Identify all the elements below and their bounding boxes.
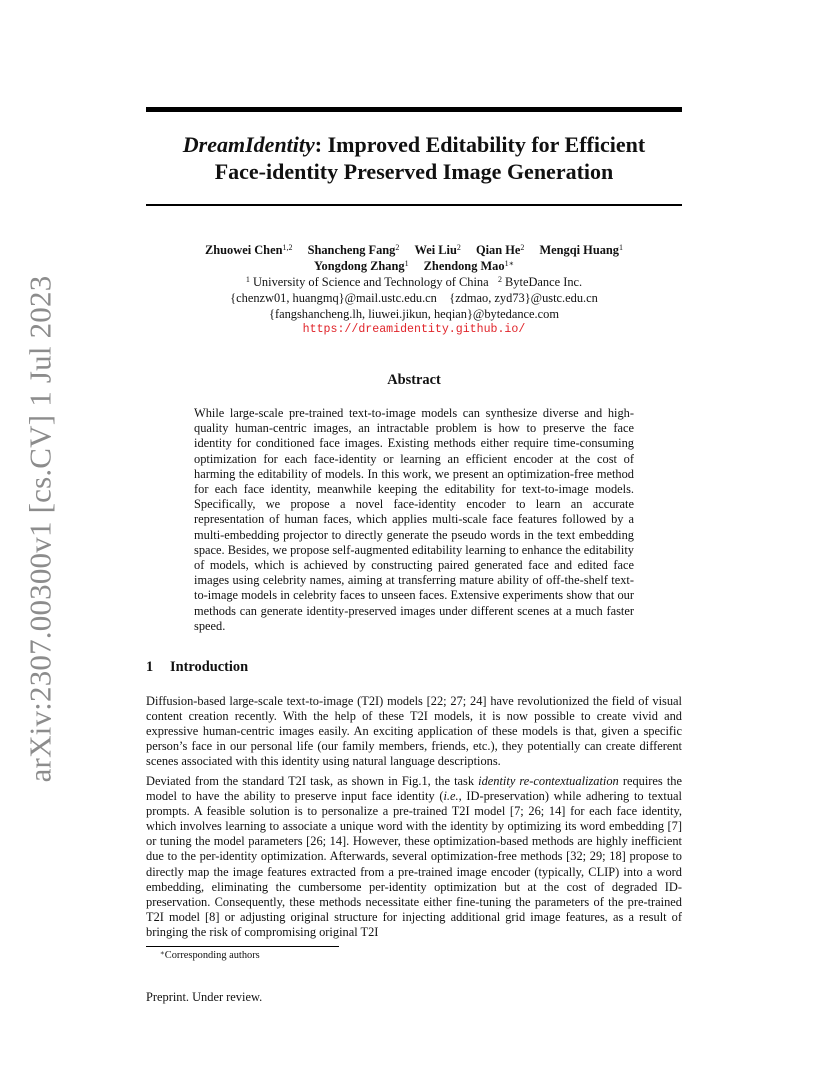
arxiv-identifier-stamp [20, 275, 60, 783]
abstract-heading: Abstract [387, 372, 441, 388]
author: Qian He$^2$ [475, 243, 525, 257]
section-number: 1 [146, 659, 154, 675]
section-title: Introduction [170, 659, 249, 675]
affiliations: $^1$ University of Science and Technology of China $^2$ ByteDance Inc. [245, 275, 583, 289]
author: Wei Liu$^2$ [414, 243, 461, 257]
title-line2: Face-identity Preserved Image Generation [214, 159, 614, 184]
title-rule-bottom [146, 204, 682, 206]
paper-title [146, 131, 682, 185]
arxiv-identifier-text: arXiv:2307.00300v1 [cs.CV] 1 Jul 2023 [22, 275, 57, 783]
title-emphasis: DreamIdentity [182, 132, 315, 157]
footnote: ∗Corresponding authors [160, 949, 260, 961]
intro-paragraph-2: Deviated from the standard T2I task, as shown in Fig.1, the task identity re-contextualization requires the model to have the ability to preserve input face identity (i.e., ID-preservation) while adhering to textual prompts. A feasible solution is to personalize a pre-trained T2I model [7; 26; 14] for each face identity, which involves learning to associate a unique word with the identity by optimizing its word embedding [7] or tuning the model parameters [26; 14]. However, these optimization-based methods are highly inefficient due to the per-identity optimization. Afterwards, several optimization-free methods [32; 29; 18] propose to directly map the image features extracted from a pre-trained image encoder (typically, CLIP) into a word embedding, eliminating the cumbersome per-identity optimization but at the cost of degraded ID-preservation. Consequently, these methods necessitate either fine-tuning the parameters of the pre-trained T2I model [8] or adjusting original structure for injecting additional grid image features, as a result of bringing the risk of compromising original T2I [146, 774, 682, 939]
author: Zhuowei Chen$^{1,2}$ [205, 243, 293, 257]
author: Zhendong Mao$^{1∗}$ [423, 259, 515, 273]
abstract-body: While large-scale pre-trained text-to-image models can synthesize diverse and high-quality human-centric images, an intractable problem is how to preserve the face identity for conditioned face images. Existing methods either require time-consuming optimization for each face-identity or learning an efficient encoder at the cost of harming the editability of models. In this work, we present an optimization-free method for each face identity, meanwhile keeping the editability for text-to-image models. Specifically, we propose a novel face-identity encoder to learn an accurate representation of human faces, which applies multi-scale face features followed by a multi-embedding projector to directly generate the pseudo words in the text embedding space. Besides, we propose self-augmented editability learning to enhance the editability of models, which is achieved by constructing paired generated face and edited face images using celebrity names, aiming at transferring mature ability of off-the-shelf text-to-image models in celebrity faces to unseen faces. Extensive experiments show that our methods can generate identity-preserved images under different scenes at a much faster speed. [194, 406, 634, 633]
author-names-line1 [146, 242, 682, 258]
author: Mengqi Huang$^1$ [539, 243, 623, 257]
author-block [146, 242, 682, 338]
affiliation-1: University of Science and Technology of China [252, 275, 489, 289]
email-line-1: {chenzw01, huangmq}@mail.ustc.edu.cn {zdmao, zyd73}@ustc.edu.cn [230, 291, 598, 305]
author-names-line2 [146, 258, 682, 274]
title-line1-rest: : Improved Editability for Efficient [314, 132, 646, 157]
preprint-notice: Preprint. Under review. [146, 990, 263, 1004]
author: Shancheng Fang$^2$ [307, 243, 400, 257]
email-line-2: {fangshancheng.lh, liuwei.jikun, heqian}@bytedance.com [269, 307, 559, 321]
footnote-rule [146, 946, 339, 947]
author: Yongdong Zhang$^1$ [313, 259, 409, 273]
section-heading-introduction [146, 659, 682, 676]
intro-paragraph-1: Diffusion-based large-scale text-to-image (T2I) models [22; 27; 24] have revolutionized the field of visual content creation recently. With the help of these T2I models, it is now possible to create vivid and expressive human-centric images easily. An exciting application of these models is that, given a specific person’s face in our personal life (our family members, friends, etc.), they potentially can create different scenes associated with this identity using natural language descriptions. [146, 694, 682, 769]
title-rule-top [146, 107, 682, 112]
affiliation-2: ByteDance Inc. [505, 275, 583, 289]
project-url-link[interactable]: https://dreamidentity.github.io/ [302, 323, 526, 336]
